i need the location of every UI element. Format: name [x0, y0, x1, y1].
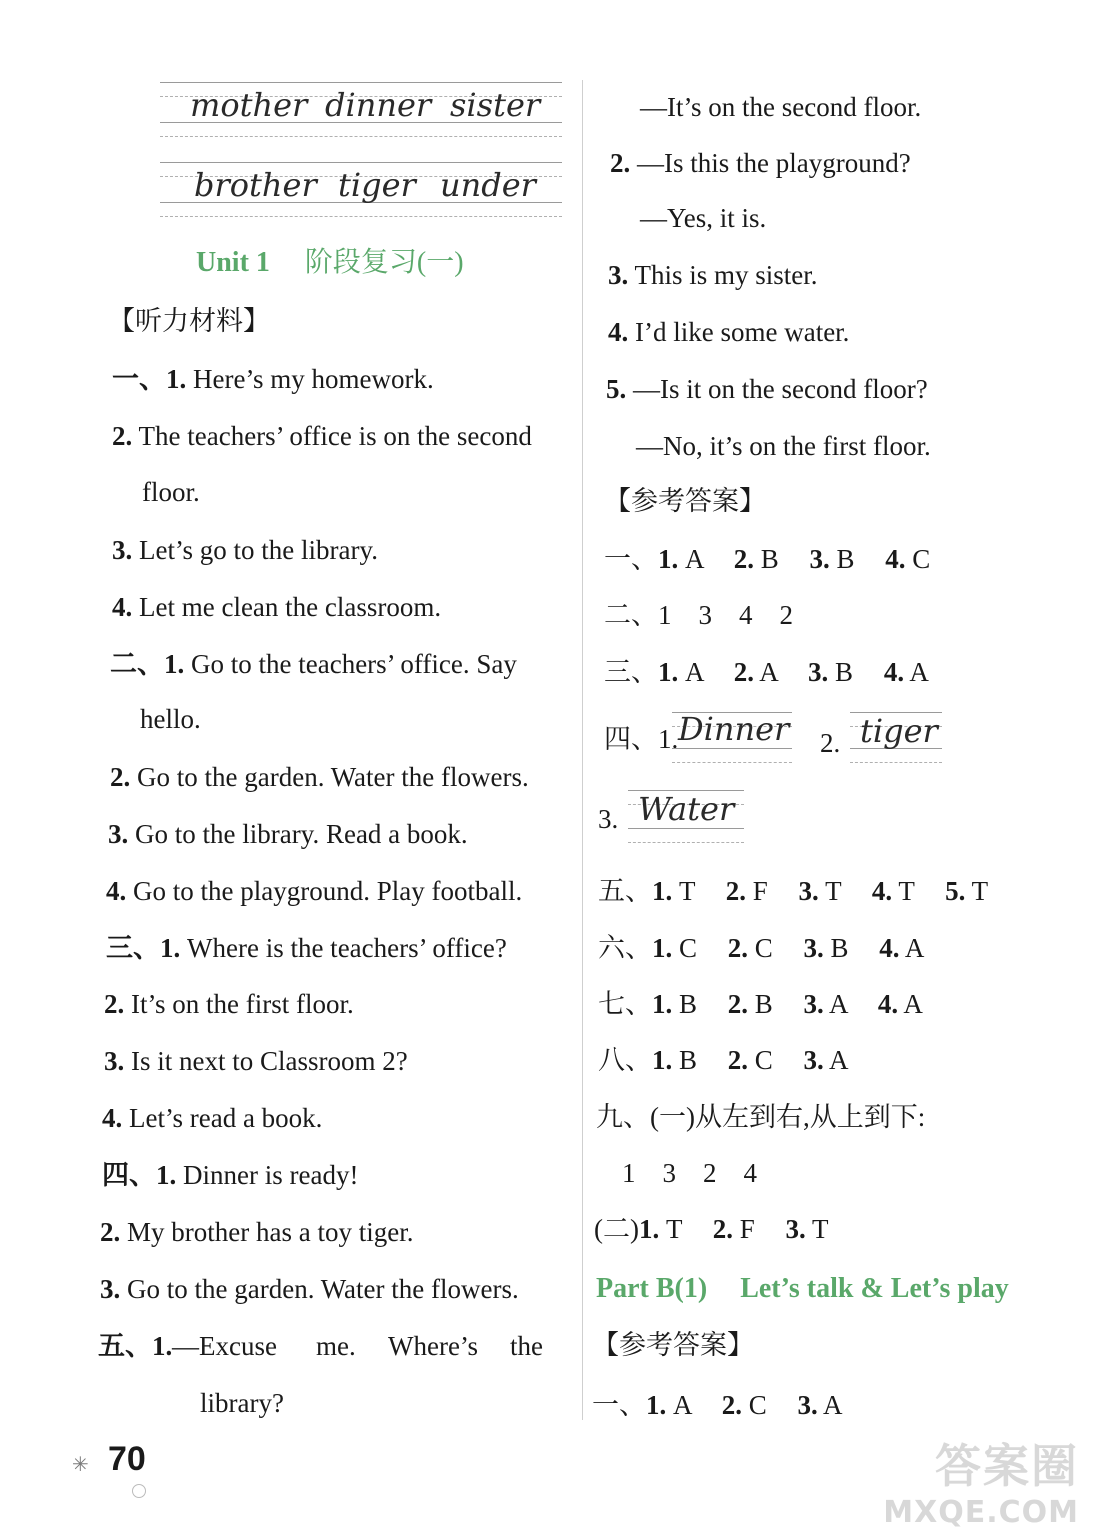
unit-title: 阶段复习(一) — [304, 247, 464, 278]
copybook-rule — [628, 828, 744, 829]
copybook-word: dinner — [325, 86, 432, 124]
copybook-word: brother — [194, 166, 317, 204]
answer-row: 八、1. B 2. C 3. A — [598, 1045, 849, 1075]
listening-item: 2. The teachers’ office is on the second — [112, 421, 532, 451]
copybook-rule — [850, 762, 942, 763]
copybook-rule — [672, 762, 792, 763]
answer-row: 三、1. A 2. A 3. B 4. A — [604, 657, 929, 687]
answer-row: 九、(一)从左到右,从上到下: — [596, 1102, 926, 1132]
answer-row: 六、1. C 2. C 3. B 4. A — [598, 933, 925, 963]
listening-item-cont: —No, it’s on the first floor. — [636, 431, 931, 461]
listening-item: 一、1. Here’s my homework. — [112, 364, 434, 394]
listening-item: 3. Let’s go to the library. — [112, 535, 378, 565]
circle-decoration-icon — [132, 1484, 146, 1498]
part-title: Let’s talk & Let’s play — [740, 1273, 1009, 1304]
listening-item: 3. This is my sister. — [608, 260, 818, 290]
listening-word: —Excuse — [172, 1331, 277, 1361]
unit-heading — [196, 246, 464, 280]
copybook-word: sister — [450, 86, 541, 124]
listening-item: 4. I’d like some water. — [608, 317, 850, 347]
listening-item: 4. Let’s read a book. — [102, 1103, 323, 1133]
listening-item: 3. Is it next to Classroom 2? — [104, 1046, 408, 1076]
unit-label: Unit 1 — [196, 247, 270, 278]
answer-row-label: 四、1. — [604, 724, 679, 754]
listening-item: 三、1. Where is the teachers’ office? — [106, 933, 507, 963]
copybook-rule — [160, 136, 562, 137]
copybook-rule — [160, 82, 562, 83]
answer-sequence: 1 3 2 4 — [622, 1158, 757, 1188]
listening-item-cont: floor. — [142, 477, 200, 507]
handwritten-answer: Dinner — [678, 710, 790, 748]
watermark-url: MXQE.COM — [883, 1495, 1079, 1530]
listening-item: 4. Let me clean the classroom. — [112, 592, 442, 622]
listening-item: 2. It’s on the first floor. — [104, 989, 354, 1019]
listening-item: 3. Go to the garden. Water the flowers. — [100, 1274, 519, 1304]
answer-row: (二)1. T 2. F 3. T — [594, 1214, 829, 1244]
listening-word: Where’s — [388, 1331, 478, 1361]
answer-row: 五、1. T 2. F 3. T 4. T 5. T — [598, 876, 989, 906]
handwritten-answer: Water — [638, 790, 735, 828]
answers-header: 【参考答案】 — [592, 1330, 754, 1360]
listening-item: 5. —Is it on the second floor? — [606, 374, 928, 404]
answer-num: 3. — [598, 804, 619, 834]
answer-num: 2. — [820, 728, 841, 758]
star-decoration-icon: ✳ — [72, 1452, 89, 1476]
listening-header: 【听力材料】 — [108, 306, 270, 336]
copybook-rule — [672, 748, 792, 749]
listening-item: 2. —Is this the playground? — [610, 148, 911, 178]
watermark-logo: 答案圈 — [935, 1439, 1079, 1493]
answers-header: 【参考答案】 — [604, 486, 766, 516]
copybook-rule — [160, 216, 562, 217]
listening-word: me. — [316, 1331, 356, 1361]
listening-item: 2. My brother has a toy tiger. — [100, 1217, 414, 1247]
listening-item-cont: —It’s on the second floor. — [640, 92, 922, 122]
copybook-rule — [160, 162, 562, 163]
copybook-rule — [628, 842, 744, 843]
copybook-word: mother — [190, 86, 308, 124]
listening-item: 五、1. — [98, 1331, 173, 1361]
part-heading — [596, 1272, 1009, 1306]
answer-row: 一、1. A 2. B 3. B 4. C — [604, 544, 931, 574]
listening-item-cont: library? — [200, 1388, 284, 1418]
answer-row: 一、1. A 2. C 3. A — [592, 1390, 843, 1420]
listening-item: 3. Go to the library. Read a book. — [108, 819, 468, 849]
listening-item: 4. Go to the playground. Play football. — [106, 876, 523, 906]
listening-item-cont: —Yes, it is. — [640, 203, 767, 233]
copybook-word: under — [440, 166, 536, 204]
part-label: Part B(1) — [596, 1273, 708, 1304]
listening-word: the — [510, 1331, 543, 1361]
page-number: 70 — [108, 1440, 146, 1478]
copybook-word: tiger — [338, 166, 416, 204]
listening-item: 四、1. Dinner is ready! — [102, 1160, 359, 1190]
listening-item-cont: hello. — [140, 704, 201, 734]
column-divider — [582, 80, 583, 1420]
listening-item: 2. Go to the garden. Water the flowers. — [110, 762, 529, 792]
answer-row: 二、1 3 4 2 — [604, 600, 793, 630]
listening-item: 二、1. Go to the teachers’ office. Say — [110, 649, 517, 679]
answer-row: 七、1. B 2. B 3. A 4. A — [598, 989, 923, 1019]
handwritten-answer: tiger — [860, 712, 938, 750]
